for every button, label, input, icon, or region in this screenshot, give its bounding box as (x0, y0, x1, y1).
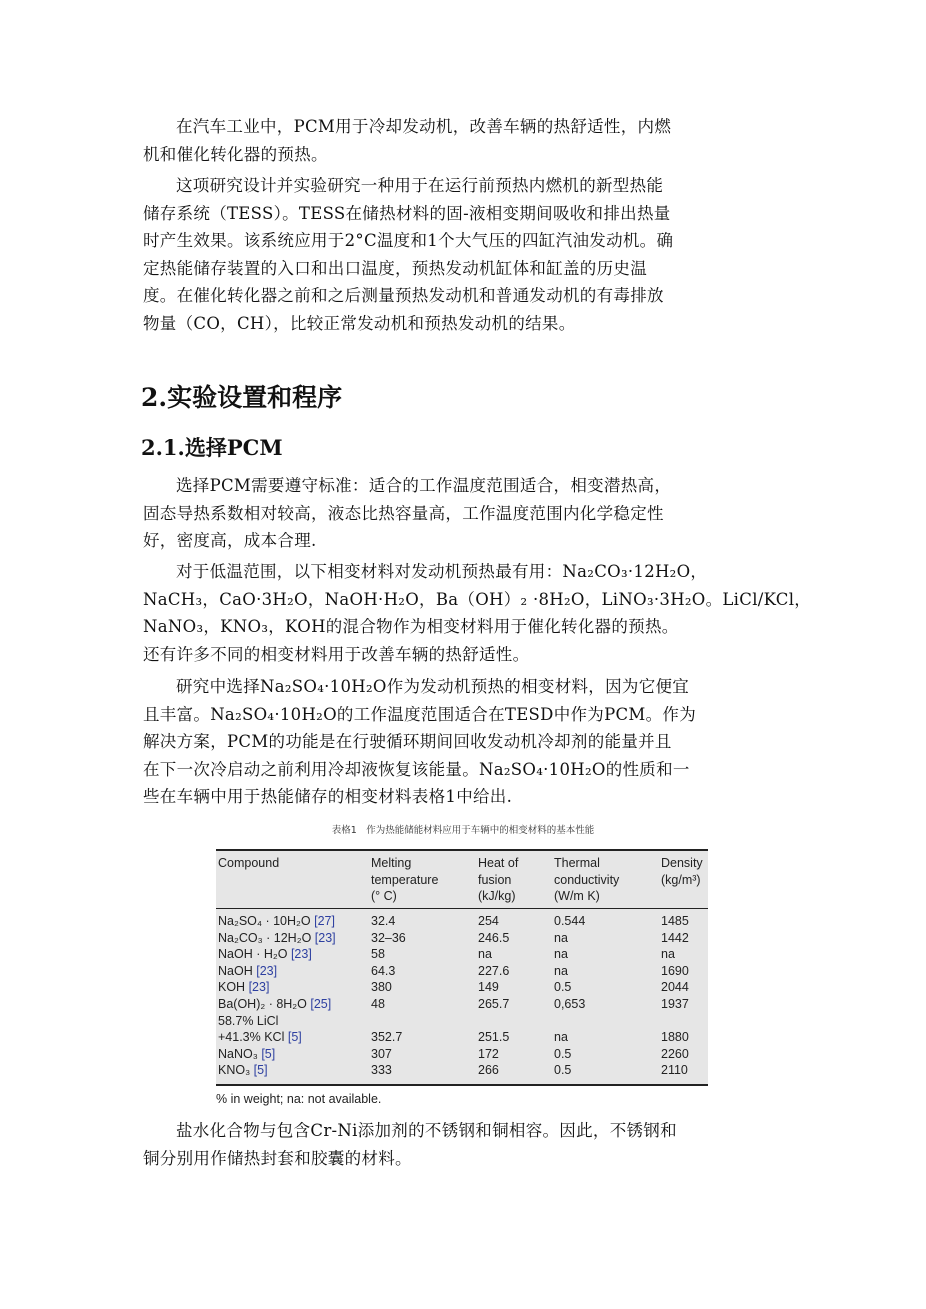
cell-density-text: 2044 (661, 980, 689, 995)
cell-thermal-conductivity (554, 1062, 571, 1079)
table-bottom-rule (216, 1084, 708, 1086)
table-footnote: % in weight; na: not available. (216, 1092, 382, 1106)
paragraph-tess-study (143, 172, 721, 337)
cell-melting-temp (371, 1046, 392, 1063)
cell-density (661, 963, 689, 980)
cell-melting-temp (371, 996, 385, 1013)
cell-compound (218, 963, 277, 980)
table-header-rule (216, 908, 708, 909)
cell-melting-temp (371, 930, 406, 947)
cell-thermal-conductivity-text: na (554, 963, 568, 978)
text-line: 且丰富。Na₂SO₄·10H₂O的工作温度范围适合在TESD中作为PCM。作为 (143, 704, 697, 724)
citation-link[interactable]: [5] (253, 1063, 268, 1078)
cell-density (661, 1062, 688, 1079)
citation-link[interactable]: [23] (290, 947, 312, 962)
cell-density-text: 2260 (661, 1046, 689, 1061)
citation-link[interactable]: [5] (287, 1030, 302, 1045)
cell-density (661, 1029, 689, 1046)
text-line: 时产生效果。该系统应用于2°C温度和1个大气压的四缸汽油发动机。确 (143, 231, 674, 250)
cell-density-text: 1485 (661, 914, 689, 928)
pcm-properties-table (216, 849, 708, 1089)
header-line: Thermal (554, 856, 600, 870)
cell-compound-text: NaOH · H₂O (218, 947, 288, 962)
citation-link[interactable]: [5] (261, 1046, 276, 1061)
text-line: 解决方案，PCM的功能是在行驶循环期间回收发动机冷却剂的能量并且 (143, 732, 672, 751)
text-line: 选择PCM需要遵守标准：适合的工作温度范围适合，相变潜热高， (176, 476, 672, 495)
cell-melting-temp (371, 1062, 392, 1079)
cell-melting-temp-text: 32–36 (371, 930, 406, 945)
header-line: Melting (371, 856, 412, 870)
cell-density (661, 946, 675, 963)
paragraph-compatibility (143, 1117, 721, 1172)
cell-thermal-conductivity-text: 0.5 (554, 1063, 572, 1078)
cell-heat-of-fusion (478, 1029, 509, 1046)
cell-compound-text: Na₂SO₄ · 10H₂O (218, 914, 311, 928)
column-header-heat (478, 855, 518, 905)
cell-compound (218, 930, 336, 947)
cell-thermal-conductivity (554, 930, 568, 947)
citation-link[interactable]: [27] (314, 914, 335, 928)
text-line: 铜分别用作储热封套和胶囊的材料。 (143, 1148, 412, 1168)
text-line: 储存系统（TESS）。TESS在储热材料的固-液相变期间吸收和排出热量 (143, 203, 671, 223)
header-line: (° C) (371, 889, 397, 903)
cell-density-text: 1880 (661, 1030, 689, 1045)
cell-compound-text: +41.3% KCl (218, 1030, 285, 1045)
column-header-compound (218, 855, 279, 872)
column-header-density (661, 855, 703, 888)
text-line: 好，密度高，成本合理. (143, 531, 317, 550)
column-header-melting (371, 855, 438, 905)
cell-melting-temp-text: 32.4 (371, 914, 396, 928)
table-top-rule (216, 849, 708, 851)
paragraph-pcm-criteria (143, 472, 721, 555)
cell-heat-of-fusion-text: 246.5 (478, 930, 510, 945)
cell-melting-temp-text: 307 (371, 1046, 392, 1061)
cell-melting-temp-text: 64.3 (371, 963, 396, 978)
cell-heat-of-fusion-text: 265.7 (478, 997, 510, 1011)
cell-compound-text: NaNO₃ (218, 1046, 258, 1061)
citation-link[interactable]: [23] (248, 980, 270, 995)
cell-compound (218, 979, 269, 996)
section-heading: 2.实验设置和程序 (141, 383, 343, 412)
cell-thermal-conductivity (554, 913, 585, 930)
cell-melting-temp-text: 352.7 (371, 1030, 403, 1045)
cell-melting-temp (371, 963, 395, 980)
paragraph-low-temp-materials (143, 558, 812, 668)
cell-density (661, 996, 689, 1013)
text-line: NaNO₃，KNO₃，KOH的混合物作为相变材料用于催化转化器的预热。 (143, 617, 679, 636)
cell-heat-of-fusion (478, 930, 509, 947)
cell-heat-of-fusion (478, 946, 492, 963)
cell-melting-temp (371, 1029, 402, 1046)
cell-density-text: 1937 (661, 997, 689, 1011)
cell-compound-text: 58.7% LiCl (218, 1013, 279, 1028)
text-line: 物量（CO，CH），比较正常发动机和预热发动机的结果。 (143, 313, 576, 333)
cell-density (661, 979, 689, 996)
cell-density (661, 930, 689, 947)
cell-melting-temp-text: 333 (371, 1063, 392, 1078)
cell-thermal-conductivity (554, 1029, 568, 1046)
cell-heat-of-fusion (478, 979, 499, 996)
text-line: 些在车辆中用于热能储存的相变材料表格1中给出. (143, 787, 513, 806)
header-line: Heat of (478, 856, 519, 870)
cell-thermal-conductivity-text: 0.5 (554, 980, 572, 995)
cell-heat-of-fusion-text: 227.6 (478, 963, 510, 978)
text-line: 盐水化合物与包含Cr-Ni添加剂的不锈钢和铜相容。因此，不锈钢和 (176, 1121, 677, 1140)
header-line: Density (661, 856, 703, 870)
text-line: 固态导热系数相对较高，液态比热容量高，工作温度范围内化学稳定性 (143, 503, 664, 523)
cell-thermal-conductivity (554, 963, 568, 980)
cell-melting-temp-text: 58 (371, 947, 385, 962)
cell-compound (218, 996, 331, 1013)
paragraph-selected-material (143, 673, 721, 811)
cell-density (661, 913, 689, 930)
text-line: 度。在催化转化器之前和之后测量预热发动机和普通发动机的有毒排放 (143, 286, 664, 305)
text-line: 研究中选择Na₂SO₄·10H₂O作为发动机预热的相变材料，因为它便宜 (176, 677, 690, 696)
cell-heat-of-fusion-text: na (478, 947, 492, 962)
cell-compound (218, 1046, 275, 1063)
header-line: conductivity (554, 872, 620, 887)
cell-thermal-conductivity-text: 0.5 (554, 1046, 572, 1061)
text-line: 对于低温范围，以下相变材料对发动机预热最有用：Na₂CO₃·12H₂O， (176, 562, 708, 581)
table-caption: 表格1 作为热能储能材料应用于车辆中的相变材料的基本性能 (331, 825, 595, 836)
citation-link[interactable]: [25] (310, 997, 332, 1011)
header-line: temperature (371, 872, 439, 887)
table-background (216, 851, 708, 1084)
header-line: (kg/m³) (661, 872, 701, 887)
cell-compound-text: Na₂CO₃ · 12H₂O (218, 930, 312, 945)
text-line: NaCH₃，CaO·3H₂O，NaOH·H₂O，Ba（OH）₂ ·8H₂O，LiNO₃·3H₂O。LiCl/KCl， (143, 589, 812, 609)
cell-heat-of-fusion (478, 963, 509, 980)
citation-link[interactable]: [23] (256, 963, 278, 978)
cell-thermal-conductivity (554, 1046, 571, 1063)
cell-thermal-conductivity-text: 0.544 (554, 914, 586, 928)
subsection-heading: 2.1.选择PCM (141, 435, 283, 460)
cell-heat-of-fusion (478, 996, 509, 1013)
header-line: fusion (478, 872, 512, 887)
text-line: 这项研究设计并实验研究一种用于在运行前预热内燃机的新型热能 (176, 176, 664, 195)
text-line: 机和催化转化器的预热。 (143, 144, 328, 164)
cell-compound (218, 946, 312, 963)
cell-density-text: 2110 (661, 1063, 688, 1078)
cell-melting-temp (371, 979, 392, 996)
cell-density-text: 1690 (661, 963, 689, 978)
cell-thermal-conductivity-text: na (554, 947, 568, 962)
cell-heat-of-fusion (478, 1046, 499, 1063)
cell-heat-of-fusion-text: 266 (478, 1063, 499, 1078)
cell-heat-of-fusion-text: 254 (478, 914, 499, 928)
cell-heat-of-fusion (478, 1062, 499, 1079)
cell-compound-text: Ba(OH)₂ · 8H₂O (218, 997, 307, 1011)
cell-compound-text: KOH (218, 980, 246, 995)
cell-melting-temp (371, 946, 385, 963)
header-line: (W/m K) (554, 889, 600, 903)
cell-heat-of-fusion-text: 172 (478, 1046, 499, 1061)
cell-thermal-conductivity (554, 979, 571, 996)
text-line: 定热能储存装置的入口和出口温度，预热发动机缸体和缸盖的历史温 (143, 258, 647, 278)
text-line: 在下一次冷启动之前利用冷却液恢复该能量。Na₂SO₄·10H₂O的性质和一 (143, 759, 690, 779)
cell-thermal-conductivity-text: na (554, 930, 568, 945)
column-header-conductivity (554, 855, 619, 905)
cell-heat-of-fusion (478, 913, 499, 930)
cell-thermal-conductivity-text: na (554, 1030, 568, 1045)
cell-compound (218, 1029, 302, 1046)
cell-melting-temp-text: 380 (371, 980, 392, 995)
cell-compound (218, 1013, 278, 1030)
cell-density-text: 1442 (661, 930, 689, 945)
cell-density (661, 1046, 689, 1063)
text-line: 还有许多不同的相变材料用于改善车辆的热舒适性。 (143, 644, 530, 664)
cell-density-text: na (661, 947, 675, 962)
cell-melting-temp-text: 48 (371, 997, 385, 1011)
paragraph-automotive-pcm (143, 113, 721, 168)
cell-compound (218, 913, 335, 930)
cell-thermal-conductivity (554, 996, 585, 1013)
cell-thermal-conductivity-text: 0,653 (554, 997, 586, 1011)
cell-thermal-conductivity (554, 946, 568, 963)
cell-heat-of-fusion-text: 149 (478, 980, 499, 995)
header-line: Compound (218, 856, 280, 870)
cell-compound-text: NaOH (218, 963, 253, 978)
text-line: 在汽车工业中，PCM用于冷却发动机，改善车辆的热舒适性，内燃 (176, 117, 672, 136)
citation-link[interactable]: [23] (314, 930, 336, 945)
cell-heat-of-fusion-text: 251.5 (478, 1030, 510, 1045)
cell-compound (218, 1062, 268, 1079)
header-line: (kJ/kg) (478, 889, 516, 903)
cell-compound-text: KNO₃ (218, 1063, 251, 1078)
cell-melting-temp (371, 913, 395, 930)
